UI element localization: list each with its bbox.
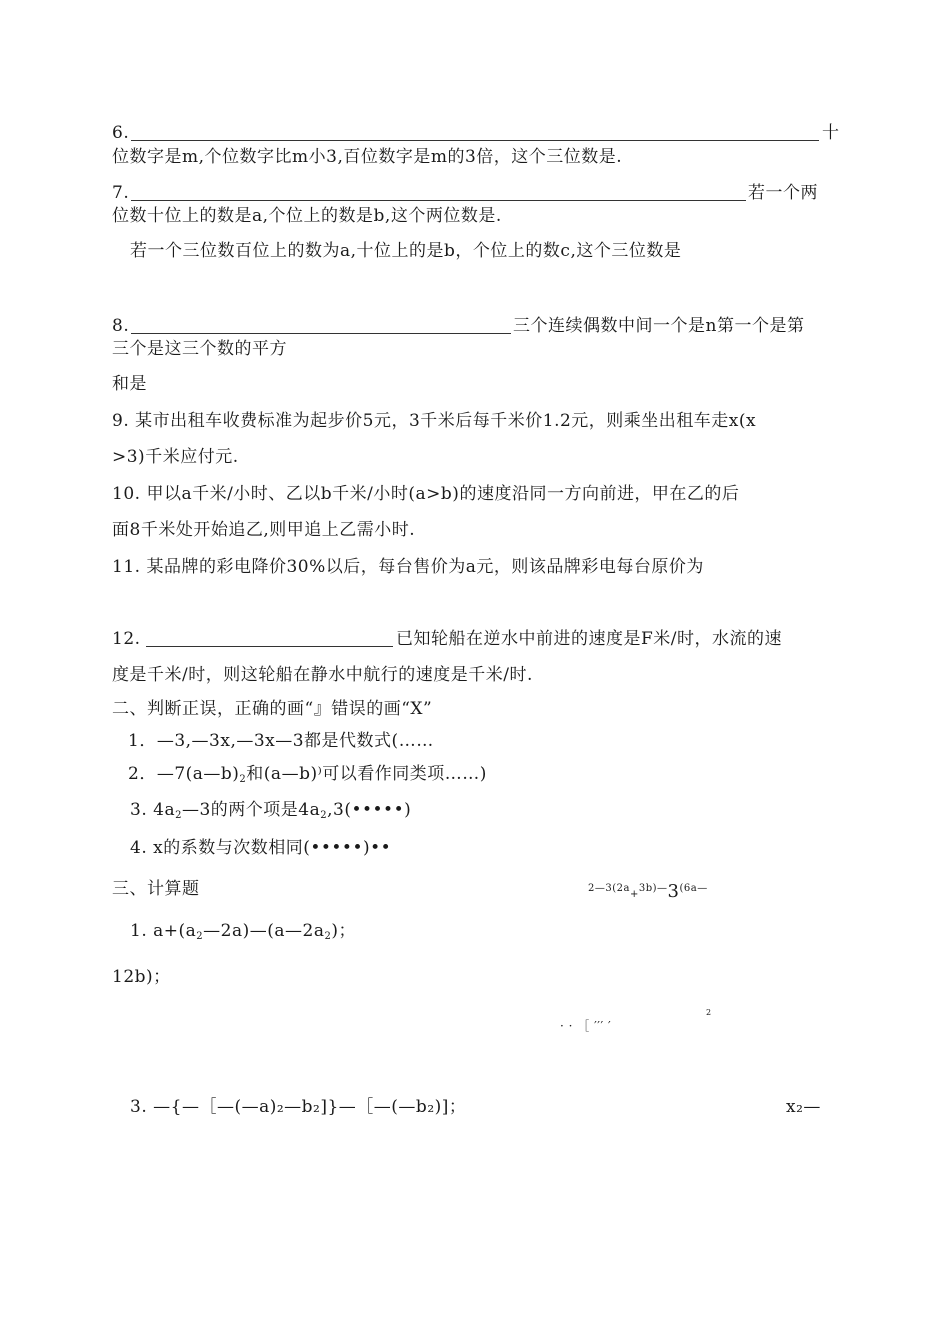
section2-item3-subscript-1: 2 [175, 810, 182, 821]
q10-line1: 10. 甲以a千米/小时、乙以b千米/小时(a>b)的速度沿同一方向前进，甲在乙的后 [112, 484, 740, 504]
q6-tail: 十 [822, 123, 840, 143]
q12-tail: 已知轮船在逆水中前进的速度是F米/时，水流的速 [396, 629, 783, 649]
section3-problem1 [130, 920, 356, 948]
section2-item2-subscript: 2 [239, 774, 247, 785]
side-expr-part-b: 3b)— [638, 883, 668, 894]
q9-line2: >3)千米应付元. [112, 447, 239, 467]
section2-item2-part-a: 2．—7(a—b) [128, 764, 240, 784]
section3-problem3-clipped: 3. —{—［—(—a)₂—b₂]}—［—(—b₂)]； [130, 1097, 467, 1117]
side-expr-plus: + [629, 889, 639, 900]
q11-line1: 11. 某品牌的彩电降价30%以后，每台售价为a元，则该品牌彩电每台原价为 [112, 557, 704, 577]
problem1-subscript-2: 2 [324, 931, 332, 942]
q7-line2: 位数十位上的数是a,个位上的数是b,这个两位数是. [112, 206, 502, 226]
section2-item3-part-a: 3. 4a [130, 800, 176, 820]
section2-heading: 二、判断正误，正确的画“』错误的画“X” [112, 699, 433, 719]
q7-line3: 若一个三位数百位上的数为a,十位上的是b，个位上的数c,这个三位数是 [130, 241, 682, 261]
q8-line2: 三个是这三个数的平方 [112, 339, 287, 359]
q12-answer-blank [146, 646, 393, 647]
q8-tail: 三个连续偶数中间一个是n第一个是第 [513, 316, 805, 336]
section3-problem3-right-clipped: x₂— [786, 1097, 821, 1117]
clipped-fragment-1-text: · · ［ ′′′ ′ [560, 1019, 612, 1033]
problem1-part-c: )； [331, 921, 356, 941]
section2-item3-part-b: —3的两个项是4a [181, 800, 321, 820]
q8-answer-blank [131, 333, 511, 334]
q6-line2: 位数字是m,个位数字比m小3,百位数字是m的3倍，这个三位数是. [112, 147, 623, 167]
problem1-part-b: —2a)—(a—2a [203, 921, 325, 941]
q10-line2: 面8千米处开始追乙,则甲追上乙需小时. [112, 520, 416, 540]
side-expr-three: 3 [667, 881, 680, 902]
clipped-fragment-1 [560, 1013, 612, 1033]
problem1-subscript-1: 2 [196, 931, 204, 942]
section3-heading: 三、计算题 [112, 879, 200, 899]
q12-line2: 度是千米/时，则这轮船在静水中航行的速度是千米/时. [112, 665, 533, 685]
q6-answer-blank [131, 140, 819, 141]
q6-number: 6. [112, 123, 130, 143]
section2-item3-subscript-2: 2 [320, 810, 328, 821]
section3-problem2-tail: 12b)； [112, 967, 171, 987]
q7-answer-blank [131, 200, 746, 201]
q9-line1: 9. 某市出租车收费标准为起步价5元，3千米后每千米价1.2元，则乘坐出租车走x(x [112, 411, 757, 431]
section2-item2-part-b: 和(a—b)⁾可以看作同类项……) [246, 764, 487, 784]
section2-item3 [130, 799, 411, 827]
side-expr-part-a: 2—3(2a [588, 883, 630, 894]
problem1-part-a: 1. a+(a [130, 921, 197, 941]
q7-tail: 若一个两 [748, 183, 818, 203]
section2-item3-part-c: ,3(•••••) [327, 800, 412, 820]
q7-number: 7. [112, 183, 130, 203]
clipped-fragment-1-superscript: 2 [706, 1008, 712, 1017]
section2-item1: 1．—3,—3x,—3x—3都是代数式(…… [128, 731, 434, 751]
section3-side-expression [588, 878, 708, 906]
q8-number: 8. [112, 316, 130, 336]
side-expr-part-c: (6a— [679, 883, 708, 894]
section2-item2 [128, 763, 487, 791]
section2-item4: 4. x的系数与次数相同(•••••)•• [130, 838, 392, 858]
q12-number: 12. [112, 629, 141, 649]
q8-line3: 和是 [112, 374, 147, 394]
